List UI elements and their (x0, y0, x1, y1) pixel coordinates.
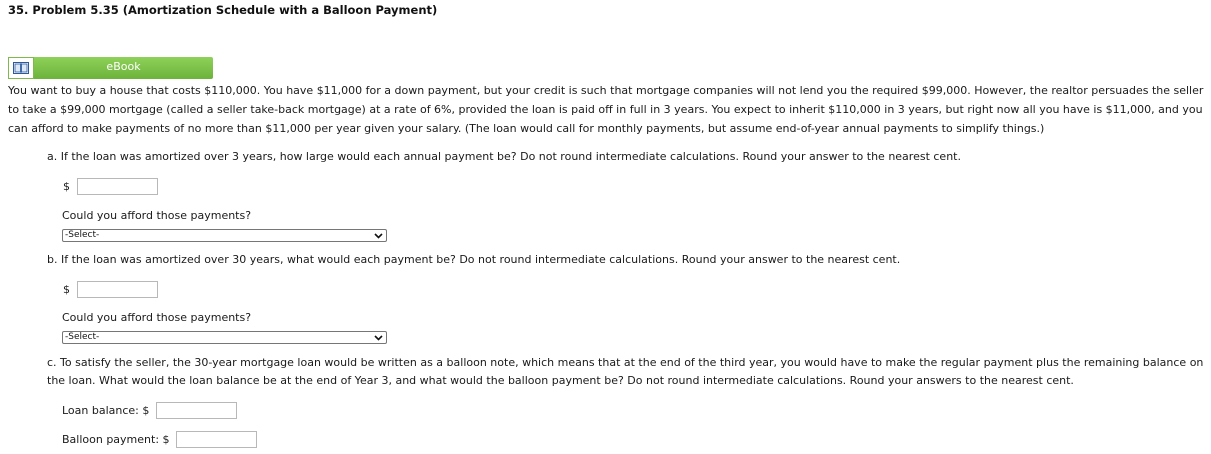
ebook-label: eBook (34, 57, 213, 79)
currency-symbol: $ (63, 283, 70, 296)
afford-label-b: Could you afford those payments? (62, 311, 252, 324)
problem-statement: You want to buy a house that costs $110,000. You have $11,000 for a down payment, but your credit is such that mortgage companies will not lend you the required $99,000. However, the realtor persuades the seller to take a $99,000 mortgage (called a seller take-back mortgage) at a rate of 6%, provided the loan is paid off in full in 3 years. You expect to inherit $110,000 in 3 years, but right now all you have is $11,000, and you can afford to make payments of no more than $11,000 per year given your salary. (The loan would call for monthly payments, but assume end-of-year annual payments to simplify things.) (8, 84, 1204, 135)
afford-select-a-value: -Select- (65, 230, 100, 240)
question-c: c. To satisfy the seller, the 30-year mortgage loan would be written as a balloon note, which means that at the end of the third year, you would have to make the regular payment plus the remaining balance on the loan. What would the loan balance be at the end of Year 3, and what would the balloon payment be? Do not round intermediate calculations. Round your answers to the nearest cent. (47, 356, 1204, 387)
annual-payment-30yr-input[interactable] (77, 281, 158, 298)
problem-title: 35. Problem 5.35 (Amortization Schedule with a Balloon Payment) (8, 3, 438, 17)
afford-select-a[interactable] (62, 229, 387, 242)
balloon-payment-input[interactable] (176, 431, 257, 448)
afford-select-b[interactable] (62, 331, 387, 344)
balloon-payment-label: Balloon payment: $ (62, 433, 170, 446)
chevron-down-icon (374, 231, 383, 240)
loan-balance-label: Loan balance: $ (62, 404, 150, 417)
currency-symbol: $ (63, 180, 70, 193)
question-b: b. If the loan was amortized over 30 years, what would each payment be? Do not round intermediate calculations. Round your answer to the nearest cent. (47, 253, 901, 266)
annual-payment-3yr-input[interactable] (77, 178, 158, 195)
ebook-button[interactable] (8, 57, 213, 79)
chevron-down-icon (374, 333, 383, 342)
question-a: a. If the loan was amortized over 3 years, how large would each annual payment be? Do not round intermediate calculations. Round your answer to the nearest cent. (47, 150, 961, 163)
loan-balance-input[interactable] (156, 402, 237, 419)
book-icon (8, 57, 34, 79)
afford-select-b-value: -Select- (65, 332, 100, 342)
afford-label-a: Could you afford those payments? (62, 209, 252, 222)
